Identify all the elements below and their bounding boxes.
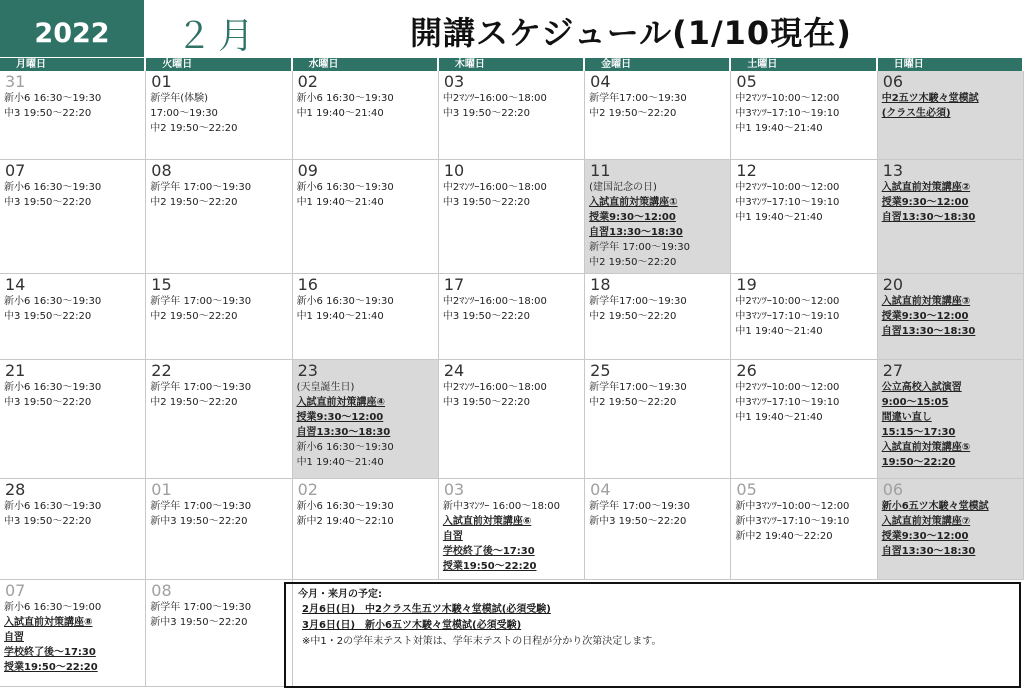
weekday-thu: 木曜日 bbox=[439, 58, 585, 71]
schedule-line: 新小6 16:30〜19:30 bbox=[4, 296, 102, 307]
notes-title: 今月・来月の予定: bbox=[298, 589, 382, 600]
schedule-line: 新小6 16:30〜19:30 bbox=[4, 93, 102, 104]
schedule-line: 中2ﾏﾝﾂｰ16:00〜18:00 bbox=[442, 382, 547, 393]
event-highlight-line: 自習 bbox=[442, 531, 463, 542]
calendar-day-cell bbox=[585, 479, 731, 580]
schedule-line: 中1 19:40〜21:40 bbox=[735, 326, 823, 337]
day-number: 16 bbox=[297, 275, 318, 294]
event-highlight-line: 授業9:30〜12:00 bbox=[881, 197, 969, 208]
schedule-line: 新学年 17:00〜19:30 bbox=[150, 296, 252, 307]
schedule-line: 中2 19:50〜22:20 bbox=[150, 311, 238, 322]
calendar-day-cell bbox=[0, 360, 146, 479]
event-highlight-line: 入試直前対策講座④ bbox=[296, 397, 386, 408]
schedule-line: 中2 19:50〜22:20 bbox=[589, 108, 677, 119]
calendar-day-cell bbox=[439, 160, 585, 274]
day-number: 25 bbox=[590, 361, 611, 380]
schedule-line: 中1 19:40〜21:40 bbox=[735, 412, 823, 423]
schedule-line: 17:00〜19:30 bbox=[150, 108, 218, 119]
schedule-line: 中2 19:50〜22:20 bbox=[589, 257, 677, 268]
calendar-day-cell bbox=[0, 71, 146, 160]
year-banner bbox=[0, 0, 144, 57]
calendar-day-cell bbox=[878, 479, 1024, 580]
schedule-line: 中3ﾏﾝﾂｰ17:10〜19:10 bbox=[735, 311, 840, 322]
day-number: 05 bbox=[736, 480, 757, 499]
event-highlight-line: 入試直前対策講座⑤ bbox=[881, 442, 971, 453]
day-number: 19 bbox=[736, 275, 757, 294]
day-number: 28 bbox=[5, 480, 26, 499]
schedule-line: 中1 19:40〜21:40 bbox=[735, 212, 823, 223]
day-number: 24 bbox=[443, 361, 465, 380]
day-number: 01 bbox=[151, 72, 172, 91]
calendar-day-cell bbox=[293, 160, 439, 274]
event-highlight-line: 間違い直し bbox=[881, 412, 932, 423]
schedule-line: 新小6 16:30〜19:30 bbox=[4, 382, 102, 393]
schedule-line: 新学年 17:00〜19:30 bbox=[589, 501, 690, 512]
day-number: 18 bbox=[590, 275, 611, 294]
calendar-day-cell bbox=[146, 479, 292, 580]
day-number: 13 bbox=[882, 161, 904, 180]
year-label: 2022 bbox=[34, 18, 110, 49]
schedule-line: 中3 19:50〜22:20 bbox=[442, 197, 531, 208]
calendar-day-cell bbox=[878, 71, 1024, 160]
calendar-day-cell bbox=[0, 274, 146, 360]
calendar-day-cell bbox=[146, 274, 292, 360]
event-highlight-line: 授業19:50〜22:20 bbox=[442, 561, 537, 572]
schedule-line: 中2ﾏﾝﾂｰ16:00〜18:00 bbox=[442, 296, 547, 307]
weekday-sun: 日曜日 bbox=[878, 58, 1024, 71]
day-number: 05 bbox=[736, 72, 757, 91]
day-number: 21 bbox=[5, 361, 26, 380]
schedule-line: 中2ﾏﾝﾂｰ10:00〜12:00 bbox=[735, 93, 840, 104]
day-number: 14 bbox=[5, 275, 26, 294]
schedule-line: 新小6 16:30〜19:30 bbox=[296, 182, 394, 193]
schedule-line: 新小6 16:30〜19:30 bbox=[4, 501, 102, 512]
schedule-line: 新学年 17:00〜19:30 bbox=[150, 382, 252, 393]
calendar-day-cell bbox=[146, 71, 292, 160]
schedule-line: 中3 19:50〜22:20 bbox=[442, 397, 531, 408]
day-number: 04 bbox=[590, 480, 611, 499]
weekday-mon: 月曜日 bbox=[0, 58, 146, 71]
schedule-line: 中3ﾏﾝﾂｰ17:10〜19:10 bbox=[735, 197, 840, 208]
event-highlight-line: 自習13:30〜18:30 bbox=[881, 326, 976, 337]
schedule-line: 中1 19:40〜21:40 bbox=[735, 123, 823, 134]
weekday-tue: 火曜日 bbox=[146, 58, 292, 71]
schedule-line: 中3 19:50〜22:20 bbox=[4, 108, 92, 119]
calendar-day-cell bbox=[146, 580, 292, 687]
calendar-day-cell bbox=[293, 274, 439, 360]
calendar-day-cell bbox=[731, 160, 877, 274]
event-highlight-line: 入試直前対策講座⑦ bbox=[881, 516, 971, 527]
day-number: 31 bbox=[5, 72, 26, 91]
month-label: ２月 bbox=[176, 16, 261, 57]
schedule-line: 新中3ﾏﾝﾂｰ 16:00〜18:00 bbox=[442, 501, 561, 512]
schedule-line: 中2ﾏﾝﾂｰ10:00〜12:00 bbox=[735, 382, 840, 393]
calendar-day-cell bbox=[0, 479, 146, 580]
notes-item: 3月6日(日) 新小6五ツ木駿々堂模試(必須受験) bbox=[302, 620, 522, 631]
event-highlight-line: 自習 bbox=[4, 632, 24, 643]
calendar-day-cell bbox=[0, 160, 146, 274]
day-number: 06 bbox=[882, 480, 904, 499]
calendar-day-cell bbox=[585, 360, 731, 479]
calendar-day-cell bbox=[146, 160, 292, 274]
schedule-line: 中3 19:50〜22:20 bbox=[4, 397, 92, 408]
schedule-line: 新小6 16:30〜19:30 bbox=[296, 442, 394, 453]
schedule-line: 中2 19:50〜22:20 bbox=[150, 397, 238, 408]
calendar-day-cell bbox=[878, 160, 1024, 274]
schedule-line: 中2ﾏﾝﾂｰ10:00〜12:00 bbox=[735, 296, 840, 307]
day-number: 22 bbox=[151, 361, 172, 380]
schedule-line: 新中3 19:50〜22:20 bbox=[589, 516, 687, 527]
schedule-line: 新小6 16:30〜19:30 bbox=[296, 501, 394, 512]
event-highlight-line: 授業19:50〜22:20 bbox=[4, 662, 98, 673]
calendar-day-cell bbox=[731, 479, 877, 580]
day-number: 01 bbox=[151, 480, 172, 499]
schedule-line: 新中2 19:40〜22:10 bbox=[296, 516, 394, 527]
day-number: 03 bbox=[443, 480, 465, 499]
calendar-day-cell bbox=[585, 274, 731, 360]
schedule-line: 新学年17:00〜19:30 bbox=[589, 93, 687, 104]
schedule-line: 新学年17:00〜19:30 bbox=[589, 296, 687, 307]
schedule-line: 中3ﾏﾝﾂｰ17:10〜19:10 bbox=[735, 108, 840, 119]
calendar-day-cell bbox=[439, 274, 585, 360]
event-highlight-line: 15:15〜17:30 bbox=[881, 427, 956, 438]
weekday-wed: 水曜日 bbox=[293, 58, 439, 71]
calendar-day-cell bbox=[439, 71, 585, 160]
calendar-day-cell bbox=[878, 274, 1024, 360]
day-number: 07 bbox=[5, 581, 26, 600]
notes-remark: ※中1・2の学年末テスト対策は、学年末テストの日程が分かり次第決定します。 bbox=[302, 636, 662, 647]
schedule-line: 新中3 19:50〜22:20 bbox=[150, 617, 248, 628]
event-highlight-line: 入試直前対策講座① bbox=[589, 197, 678, 208]
schedule-line: 新学年 17:00〜19:30 bbox=[150, 501, 252, 512]
weekday-header-row bbox=[0, 58, 1024, 71]
schedule-line: 中3 19:50〜22:20 bbox=[4, 197, 92, 208]
schedule-line: 新学年 17:00〜19:30 bbox=[150, 182, 252, 193]
schedule-line: 中3ﾏﾝﾂｰ17:10〜19:10 bbox=[735, 397, 840, 408]
page-title: 開講スケジュール(1/10現在) bbox=[410, 14, 852, 52]
calendar-day-cell bbox=[585, 71, 731, 160]
calendar-day-cell bbox=[585, 160, 731, 274]
event-highlight-line: 入試直前対策講座③ bbox=[881, 296, 971, 307]
event-highlight-line: 中2五ツ木駿々堂模試 bbox=[881, 93, 979, 104]
schedule-line: 新中2 19:40〜22:20 bbox=[735, 531, 833, 542]
event-highlight-line: 自習13:30〜18:30 bbox=[881, 212, 976, 223]
event-highlight-line: 自習13:30〜18:30 bbox=[296, 427, 391, 438]
schedule-line: 新学年 17:00〜19:30 bbox=[150, 602, 252, 613]
schedule-line: 新学年(体験) bbox=[150, 93, 209, 104]
notes-item: 2月6日(日) 中2クラス生五ツ木駿々堂模試(必須受験) bbox=[302, 604, 551, 615]
day-number: 11 bbox=[590, 161, 611, 180]
schedule-line: 中2 19:50〜22:20 bbox=[589, 311, 677, 322]
schedule-line: 新学年 17:00〜19:30 bbox=[589, 242, 690, 253]
event-highlight-line: 9:00〜15:05 bbox=[881, 397, 949, 408]
schedule-line: 中2ﾏﾝﾂｰ10:00〜12:00 bbox=[735, 182, 840, 193]
day-number: 23 bbox=[297, 361, 318, 380]
day-number: 15 bbox=[151, 275, 172, 294]
schedule-line: 中2 19:50〜22:20 bbox=[150, 123, 238, 134]
event-highlight-line: 授業9:30〜12:00 bbox=[881, 311, 969, 322]
event-highlight-line: 入試直前対策講座② bbox=[881, 182, 971, 193]
schedule-line: 中1 19:40〜21:40 bbox=[296, 311, 384, 322]
schedule-line: 中3 19:50〜22:20 bbox=[442, 311, 531, 322]
weekday-fri: 金曜日 bbox=[585, 58, 731, 71]
schedule-line: 新小6 16:30〜19:30 bbox=[4, 182, 102, 193]
calendar-day-cell bbox=[439, 479, 585, 580]
schedule-line: 新小6 16:30〜19:30 bbox=[296, 93, 394, 104]
day-number: 02 bbox=[297, 72, 318, 91]
day-number: 26 bbox=[736, 361, 757, 380]
event-highlight-line: 公立高校入試演習 bbox=[881, 382, 962, 393]
event-highlight-line: 新小6五ツ木駿々堂模試 bbox=[881, 501, 989, 512]
calendar-day-cell bbox=[0, 580, 146, 687]
event-highlight-line: 入試直前対策講座⑧ bbox=[4, 617, 93, 628]
event-highlight-line: 自習13:30〜18:30 bbox=[881, 546, 976, 557]
event-highlight-line: 学校終了後〜17:30 bbox=[4, 647, 96, 658]
schedule-line: (建国記念の日) bbox=[589, 182, 657, 193]
schedule-line: 新小6 16:30〜19:30 bbox=[296, 296, 394, 307]
calendar-day-cell bbox=[731, 71, 877, 160]
event-highlight-line: 授業9:30〜12:00 bbox=[296, 412, 384, 423]
day-number: 10 bbox=[443, 161, 465, 180]
day-number: 08 bbox=[151, 581, 172, 600]
day-number: 27 bbox=[882, 361, 904, 380]
day-number: 07 bbox=[5, 161, 26, 180]
day-number: 04 bbox=[590, 72, 611, 91]
calendar-day-cell bbox=[293, 71, 439, 160]
schedule-line: 中2ﾏﾝﾂｰ16:00〜18:00 bbox=[442, 93, 547, 104]
schedule-line: 新学年17:00〜19:30 bbox=[589, 382, 687, 393]
schedule-line: 中3 19:50〜22:20 bbox=[4, 516, 92, 527]
schedule-line: 中1 19:40〜21:40 bbox=[296, 197, 384, 208]
day-number: 08 bbox=[151, 161, 172, 180]
day-number: 03 bbox=[443, 72, 465, 91]
event-highlight-line: (クラス生必須) bbox=[881, 108, 951, 119]
schedule-line: 新中3ﾏﾝﾂｰ17:10〜19:10 bbox=[735, 516, 850, 527]
schedule-line: (天皇誕生日) bbox=[296, 382, 355, 393]
calendar-day-cell bbox=[293, 479, 439, 580]
schedule-line: 新中3 19:50〜22:20 bbox=[150, 516, 248, 527]
schedule-line: 中3 19:50〜22:20 bbox=[4, 311, 92, 322]
event-highlight-line: 授業9:30〜12:00 bbox=[881, 531, 969, 542]
schedule-line: 新中3ﾏﾝﾂｰ10:00〜12:00 bbox=[735, 501, 850, 512]
day-number: 20 bbox=[882, 275, 904, 294]
event-highlight-line: 19:50〜22:20 bbox=[881, 457, 956, 468]
weekday-sat: 土曜日 bbox=[731, 58, 877, 71]
calendar-day-cell bbox=[439, 360, 585, 479]
schedule-notes-box bbox=[284, 582, 1021, 688]
day-number: 02 bbox=[297, 480, 318, 499]
calendar-day-cell bbox=[146, 360, 292, 479]
calendar-day-cell bbox=[731, 274, 877, 360]
event-highlight-line: 学校終了後〜17:30 bbox=[442, 546, 535, 557]
event-highlight-line: 授業9:30〜12:00 bbox=[589, 212, 676, 223]
schedule-line: 中2ﾏﾝﾂｰ16:00〜18:00 bbox=[442, 182, 547, 193]
schedule-line: 中2 19:50〜22:20 bbox=[589, 397, 677, 408]
schedule-line: 中1 19:40〜21:40 bbox=[296, 457, 384, 468]
calendar-day-cell bbox=[731, 360, 877, 479]
event-highlight-line: 自習13:30〜18:30 bbox=[589, 227, 683, 238]
schedule-line: 中1 19:40〜21:40 bbox=[296, 108, 384, 119]
schedule-line: 新小6 16:30〜19:00 bbox=[4, 602, 102, 613]
schedule-line: 中3 19:50〜22:20 bbox=[442, 108, 531, 119]
day-number: 12 bbox=[736, 161, 757, 180]
calendar-day-cell bbox=[293, 360, 439, 479]
day-number: 17 bbox=[443, 275, 465, 294]
schedule-line: 中2 19:50〜22:20 bbox=[150, 197, 238, 208]
day-number: 09 bbox=[297, 161, 318, 180]
day-number: 06 bbox=[882, 72, 904, 91]
calendar-day-cell bbox=[878, 360, 1024, 479]
event-highlight-line: 入試直前対策講座⑥ bbox=[442, 516, 532, 527]
